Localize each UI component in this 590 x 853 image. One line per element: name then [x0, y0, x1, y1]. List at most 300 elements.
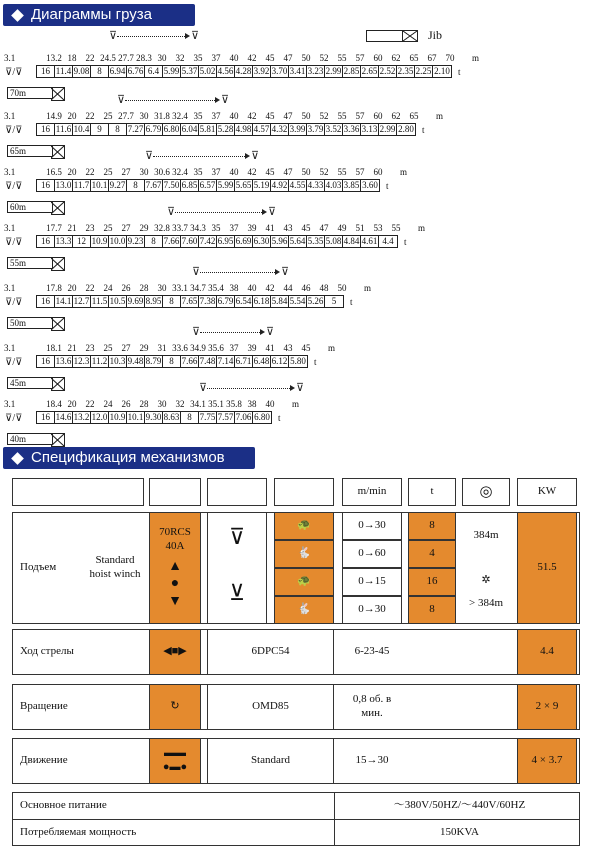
load-value: 5.80 — [290, 356, 306, 366]
load-value: 9.48 — [127, 356, 144, 366]
radius-value: 45 — [265, 167, 275, 177]
hoist-model-cell — [149, 512, 201, 624]
load-value: 10.4 — [73, 124, 90, 134]
trolley-speed: 6-23-45 — [354, 645, 390, 658]
load-value: 8.63 — [163, 412, 180, 422]
radius-value: 22 — [85, 167, 95, 177]
unit-m: m — [364, 283, 372, 293]
hook-icon: ⊽ — [199, 382, 208, 394]
radius-value: 42 — [247, 53, 257, 63]
load-value: 9.08 — [73, 66, 90, 76]
hook-type-icon: ⊽/⊽ — [5, 413, 23, 424]
radius-value: 43 — [283, 223, 293, 233]
load-value: 16 — [37, 180, 55, 191]
unit-t: t — [314, 357, 317, 367]
radius-value: 45 — [301, 343, 311, 353]
load-value: 3.85 — [343, 180, 360, 190]
min-radius-label: 3.1 — [4, 283, 16, 293]
load-value: 5 — [331, 296, 337, 306]
radius-value: 29 — [139, 223, 149, 233]
consumption-value: 150KVA — [440, 825, 479, 838]
spec-head-drum — [462, 478, 510, 506]
load-value: 10.1 — [127, 412, 144, 422]
load-value: 3.36 — [343, 124, 360, 134]
trolley-travel-arrow — [175, 212, 262, 213]
load-value: 6.79 — [145, 124, 162, 134]
radius-value: 42 — [247, 111, 257, 121]
radius-value: 55 — [391, 223, 401, 233]
hoist-speed-1: 0→30 — [342, 512, 402, 540]
consumption-label: Потребляемая мощность — [20, 825, 137, 838]
load-value: 5.19 — [253, 180, 270, 190]
radius-value: 60 — [373, 111, 383, 121]
load-value: 10.9 — [91, 236, 108, 246]
hoist-name: Подъем — [20, 561, 57, 574]
hoist-type: Standard hoist winch — [89, 554, 141, 580]
travel-icon: ▬▬ ●▬● — [162, 747, 188, 773]
radius-value: 35 — [193, 111, 203, 121]
hoist-speed-2: 0→60 — [342, 540, 402, 568]
hook-type-icon: ⊽/⊽ — [5, 125, 23, 136]
slew-name: Вращение — [20, 700, 68, 713]
radius-value: 62 — [391, 111, 401, 121]
load-value: 2.35 — [397, 66, 414, 76]
spec-head-blank3 — [207, 478, 267, 506]
hook-icon: ⊽ — [145, 150, 154, 162]
radius-value: 49 — [337, 223, 347, 233]
load-value: 6.4 — [145, 66, 163, 77]
radius-value: 14.9 — [46, 111, 62, 121]
load-value: 2.10 — [434, 66, 450, 76]
load-value: 9.23 — [127, 236, 144, 246]
load-value: 4.33 — [307, 180, 324, 190]
load-row — [36, 295, 344, 308]
radius-value: 52 — [319, 167, 329, 177]
unit-t: t — [422, 125, 425, 135]
slew-icon-cell — [149, 684, 201, 730]
radius-value: 13.2 — [46, 53, 62, 63]
load-value: 6.71 — [235, 356, 252, 366]
load-value: 8 — [163, 296, 181, 307]
load-value: 3.41 — [289, 66, 306, 76]
load-value: 6.80 — [254, 412, 270, 422]
jib-length-label: 55m — [7, 257, 53, 269]
load-row — [36, 65, 452, 78]
load-value: 16 — [37, 356, 55, 367]
hoist-load-1: 8 — [408, 512, 456, 540]
radius-value: 52 — [319, 111, 329, 121]
single-hook-icon: ⊽ — [228, 524, 246, 549]
radius-value: 41 — [265, 343, 275, 353]
radius-value: 45 — [301, 223, 311, 233]
trolley-icon-cell — [149, 629, 201, 675]
radius-value: 20 — [67, 111, 77, 121]
radius-value: 21 — [67, 223, 77, 233]
radius-value: 38 — [247, 399, 257, 409]
radius-value: 30 — [157, 399, 167, 409]
load-value: 8.79 — [145, 356, 162, 366]
min-radius-label: 3.1 — [4, 111, 16, 121]
load-value: 4.55 — [289, 180, 306, 190]
load-value: 11.6 — [55, 124, 72, 134]
jib-length-label: 70m — [7, 87, 53, 99]
load-value: 13.0 — [55, 180, 72, 190]
rope-length-1: 384m — [473, 529, 499, 542]
load-value: 5.28 — [217, 124, 234, 134]
radius-value: 30 — [157, 53, 167, 63]
load-value: 14.1 — [55, 296, 72, 306]
load-value: 7.38 — [199, 296, 216, 306]
radius-value: 32.4 — [172, 111, 188, 121]
load-value: 3.70 — [271, 66, 288, 76]
radius-value: 40 — [229, 111, 239, 121]
radius-value: 52 — [319, 53, 329, 63]
radius-value: 32.4 — [172, 167, 188, 177]
load-value: 6.18 — [253, 296, 270, 306]
load-value: 2.25 — [415, 66, 432, 76]
travel-name: Движение — [20, 754, 68, 767]
hook-type-icon: ⊽/⊽ — [5, 357, 23, 368]
slew-speed: 0,8 об. в мин. — [352, 693, 392, 719]
travel-icon-cell — [149, 738, 201, 784]
load-value: 5.26 — [307, 296, 324, 306]
radius-value: 50 — [301, 111, 311, 121]
hook-icon: ⊽ — [167, 206, 176, 218]
load-value: 4.57 — [253, 124, 270, 134]
radius-value: 42 — [265, 283, 275, 293]
load-value: 6.76 — [127, 66, 144, 76]
spec-header: Спецификация механизмов — [3, 447, 255, 469]
radius-value: 45 — [265, 111, 275, 121]
load-value: 2.80 — [398, 124, 414, 134]
trolley-travel-arrow — [200, 332, 260, 333]
load-value: 16 — [37, 66, 55, 77]
radius-value: 48 — [319, 283, 329, 293]
load-value: 5.02 — [199, 66, 216, 76]
trolley-travel-arrow — [125, 100, 215, 101]
turtle-icon: 🐢 — [297, 575, 311, 588]
unit-m: m — [436, 111, 444, 121]
radius-value: 25 — [103, 343, 113, 353]
load-row — [36, 179, 380, 192]
radius-value: 28 — [139, 399, 149, 409]
load-value: 5.65 — [235, 180, 252, 190]
load-value: 8 — [91, 66, 109, 77]
unit-t: t — [350, 297, 353, 307]
hook-icon: ⊽ — [117, 94, 126, 106]
radius-value: 35.8 — [226, 399, 242, 409]
unit-t: t — [458, 67, 461, 77]
hook-type-icon: ⊽/⊽ — [5, 181, 23, 192]
radius-value: 55 — [337, 167, 347, 177]
load-value: 2.65 — [361, 66, 378, 76]
load-value: 7.27 — [127, 124, 144, 134]
unit-m: m — [292, 399, 300, 409]
load-value: 7.06 — [235, 412, 252, 422]
hook-icon: ⊽ — [268, 206, 277, 218]
load-value: 10.5 — [109, 296, 126, 306]
hook-type-icon: ⊽/⊽ — [5, 67, 23, 78]
reel-icon: ✲ — [481, 574, 491, 587]
spec-head-load: t — [408, 478, 456, 506]
load-value: 5.96 — [271, 236, 288, 246]
radius-value: 27 — [121, 167, 131, 177]
radius-value: 22 — [85, 53, 95, 63]
load-value: 5.81 — [199, 124, 216, 134]
radius-value: 34.3 — [190, 223, 206, 233]
load-value: 4.28 — [235, 66, 252, 76]
radius-value: 27 — [121, 343, 131, 353]
load-value: 6.48 — [253, 356, 270, 366]
load-value: 6.79 — [217, 296, 234, 306]
trolley-model: 6DPC54 — [207, 629, 334, 675]
radius-value: 37 — [211, 167, 221, 177]
load-value: 5.54 — [289, 296, 306, 306]
load-value: 10.1 — [91, 180, 108, 190]
spec-head-blank4 — [274, 478, 334, 506]
hook-icon: ⊽ — [192, 266, 201, 278]
load-chart-45m — [0, 326, 590, 390]
load-value: 11.5 — [91, 296, 108, 306]
load-value: 4.32 — [271, 124, 288, 134]
load-value: 11.2 — [91, 356, 108, 366]
radius-value: 35.6 — [208, 343, 224, 353]
radius-value: 17.7 — [46, 223, 62, 233]
slow-speed-cell — [274, 512, 334, 540]
unit-t: t — [386, 181, 389, 191]
load-value: 4.4 — [382, 236, 394, 246]
load-value: 11.7 — [73, 180, 90, 190]
hook-icon: ⊽ — [109, 30, 118, 42]
power-value: ～380V/50HZ/～440V/60HZ — [393, 798, 526, 811]
load-value: 9.30 — [145, 412, 162, 422]
trolley-travel-arrow — [117, 36, 185, 37]
rabbit-icon: 🐇 — [297, 603, 311, 616]
radius-value: 34.9 — [190, 343, 206, 353]
unit-m: m — [328, 343, 336, 353]
load-value: 8 — [181, 412, 199, 423]
radius-value: 18 — [67, 53, 77, 63]
travel-kw: 4 × 3.7 — [517, 738, 577, 784]
radius-value: 43 — [283, 343, 293, 353]
radius-value: 34.1 — [190, 399, 206, 409]
load-value: 5.99 — [217, 180, 234, 190]
radius-value: 25 — [103, 223, 113, 233]
radius-value: 23 — [85, 223, 95, 233]
radius-value: 22 — [85, 399, 95, 409]
min-radius-label: 3.1 — [4, 167, 16, 177]
radius-value: 17.8 — [46, 283, 62, 293]
radius-value: 18.4 — [46, 399, 62, 409]
rope-drum-icon: ◎ — [479, 483, 493, 500]
radius-value: 32.8 — [154, 223, 170, 233]
radius-value: 20 — [67, 399, 77, 409]
load-value: 5.08 — [325, 236, 342, 246]
hook-icon: ⊽ — [266, 326, 275, 338]
load-value: 7.48 — [199, 356, 216, 366]
load-chart-65m — [0, 94, 590, 158]
hoist-model: 70RCS 40A — [159, 526, 191, 552]
load-value: 3.13 — [361, 124, 378, 134]
load-value: 11.4 — [55, 66, 72, 76]
hoist-load-2: 4 — [408, 540, 456, 568]
spec-head-blank2 — [149, 478, 201, 506]
hook-icon: ⊽ — [192, 326, 201, 338]
load-value: 6.57 — [199, 180, 216, 190]
radius-value: 41 — [265, 223, 275, 233]
load-value: 4.03 — [325, 180, 342, 190]
radius-value: 31 — [157, 343, 167, 353]
radius-value: 22 — [85, 283, 95, 293]
hook-type-icon: ⊽/⊽ — [5, 297, 23, 308]
radius-value: 65 — [409, 53, 419, 63]
load-value: 16 — [37, 296, 55, 307]
load-value: 5.35 — [307, 236, 324, 246]
load-value: 7.75 — [199, 412, 216, 422]
radius-value: 65 — [409, 111, 419, 121]
spec-table — [12, 478, 580, 846]
load-value: 8 — [145, 236, 163, 247]
unit-m: m — [400, 167, 408, 177]
load-value: 5.37 — [181, 66, 198, 76]
hoist-load-4: 8 — [408, 596, 456, 624]
load-value: 6.30 — [253, 236, 270, 246]
radius-value: 32 — [175, 53, 185, 63]
load-value: 7.14 — [217, 356, 234, 366]
radius-value: 18.1 — [46, 343, 62, 353]
radius-value: 35 — [193, 167, 203, 177]
load-value: 6.12 — [271, 356, 288, 366]
slew-model: OMD85 — [207, 684, 334, 730]
spec-head-speed: m/min — [342, 478, 402, 506]
load-row — [36, 355, 308, 368]
load-value: 9.69 — [127, 296, 144, 306]
radius-value: 50 — [337, 283, 347, 293]
load-value: 10.0 — [109, 236, 126, 246]
radius-value: 47 — [319, 223, 329, 233]
load-value: 12.7 — [73, 296, 90, 306]
trolley-travel-arrow — [200, 272, 275, 273]
load-chart-header: Диаграммы груза — [3, 4, 195, 26]
radius-value: 55 — [337, 53, 347, 63]
load-value: 13.3 — [55, 236, 72, 246]
radius-value: 67 — [427, 53, 437, 63]
radius-value: 24.5 — [100, 53, 116, 63]
radius-value: 35 — [211, 223, 221, 233]
load-value: 5.84 — [271, 296, 288, 306]
radius-value: 57 — [355, 167, 365, 177]
load-value: 5.64 — [289, 236, 306, 246]
radius-value: 25 — [103, 167, 113, 177]
radius-value: 40 — [229, 53, 239, 63]
jib-label: Jib — [428, 28, 443, 42]
radius-value: 30.6 — [154, 167, 170, 177]
trolley-icon: ◀■▶ — [163, 645, 187, 658]
hook-icon: ⊽ — [191, 30, 200, 42]
hook-icon: ⊽ — [281, 266, 290, 278]
load-value: 13.2 — [73, 412, 90, 422]
load-value: 3.99 — [289, 124, 306, 134]
travel-speed: 15→30 — [355, 754, 389, 767]
slew-kw: 2 × 9 — [517, 684, 577, 730]
load-value: 4.92 — [271, 180, 288, 190]
radius-value: 16.5 — [46, 167, 62, 177]
slow-speed-cell-2 — [274, 568, 334, 596]
radius-value: 32 — [175, 399, 185, 409]
hook-icon: ⊽ — [221, 94, 230, 106]
radius-value: 28.3 — [136, 53, 152, 63]
load-value: 3.92 — [253, 66, 270, 76]
min-radius-label: 3.1 — [4, 53, 16, 63]
radius-value: 35.4 — [208, 283, 224, 293]
radius-value: 53 — [373, 223, 383, 233]
rabbit-icon: 🐇 — [297, 547, 311, 560]
hoist-kw: 51.5 — [517, 512, 577, 624]
radius-value: 33.6 — [172, 343, 188, 353]
load-value: 6.04 — [181, 124, 198, 134]
radius-value: 55 — [337, 111, 347, 121]
power-label: Основное питание — [20, 798, 107, 811]
min-radius-label: 3.1 — [4, 399, 16, 409]
radius-value: 27 — [121, 223, 131, 233]
radius-value: 33.7 — [172, 223, 188, 233]
travel-model: Standard — [207, 738, 334, 784]
radius-value: 39 — [247, 223, 257, 233]
load-value: 8.95 — [145, 296, 162, 306]
radius-value: 50 — [301, 167, 311, 177]
radius-value: 27.7 — [118, 53, 134, 63]
radius-value: 29 — [139, 343, 149, 353]
hook-icon: ⊽ — [296, 382, 305, 394]
load-value: 9 — [91, 124, 109, 135]
fast-speed-cell-2 — [274, 596, 334, 624]
load-value: 7.66 — [163, 236, 180, 246]
radius-value: 40 — [247, 283, 257, 293]
radius-value: 20 — [67, 167, 77, 177]
radius-value: 30 — [157, 283, 167, 293]
radius-value: 37 — [229, 223, 239, 233]
load-value: 2.52 — [379, 66, 396, 76]
radius-value: 60 — [373, 167, 383, 177]
jib-length-label: 60m — [7, 201, 53, 213]
load-value: 7.65 — [181, 296, 198, 306]
load-value: 7.60 — [181, 236, 198, 246]
hoist-speed-3: 0→15 — [342, 568, 402, 596]
radius-value: 40 — [265, 399, 275, 409]
hoist-motor-icon: ▲ ● ▼ — [168, 558, 182, 609]
load-value: 6.85 — [181, 180, 198, 190]
load-value: 3.79 — [307, 124, 324, 134]
load-value: 4.98 — [235, 124, 252, 134]
radius-value: 42 — [247, 167, 257, 177]
load-value: 7.42 — [199, 236, 216, 246]
radius-value: 37 — [211, 111, 221, 121]
radius-value: 37 — [211, 53, 221, 63]
radius-value: 34.7 — [190, 283, 206, 293]
radius-value: 26 — [121, 399, 131, 409]
hook-type-icon: ⊽/⊽ — [5, 237, 23, 248]
load-value: 3.52 — [325, 124, 342, 134]
load-value: 8 — [109, 124, 127, 135]
min-radius-label: 3.1 — [4, 343, 16, 353]
load-value: 12.3 — [73, 356, 90, 366]
unit-t: t — [278, 413, 281, 423]
load-value: 3.23 — [307, 66, 324, 76]
trolley-kw: 4.4 — [517, 629, 577, 675]
radius-value: 50 — [301, 53, 311, 63]
radius-value: 25 — [103, 111, 113, 121]
hook-icon: ⊽ — [251, 150, 260, 162]
